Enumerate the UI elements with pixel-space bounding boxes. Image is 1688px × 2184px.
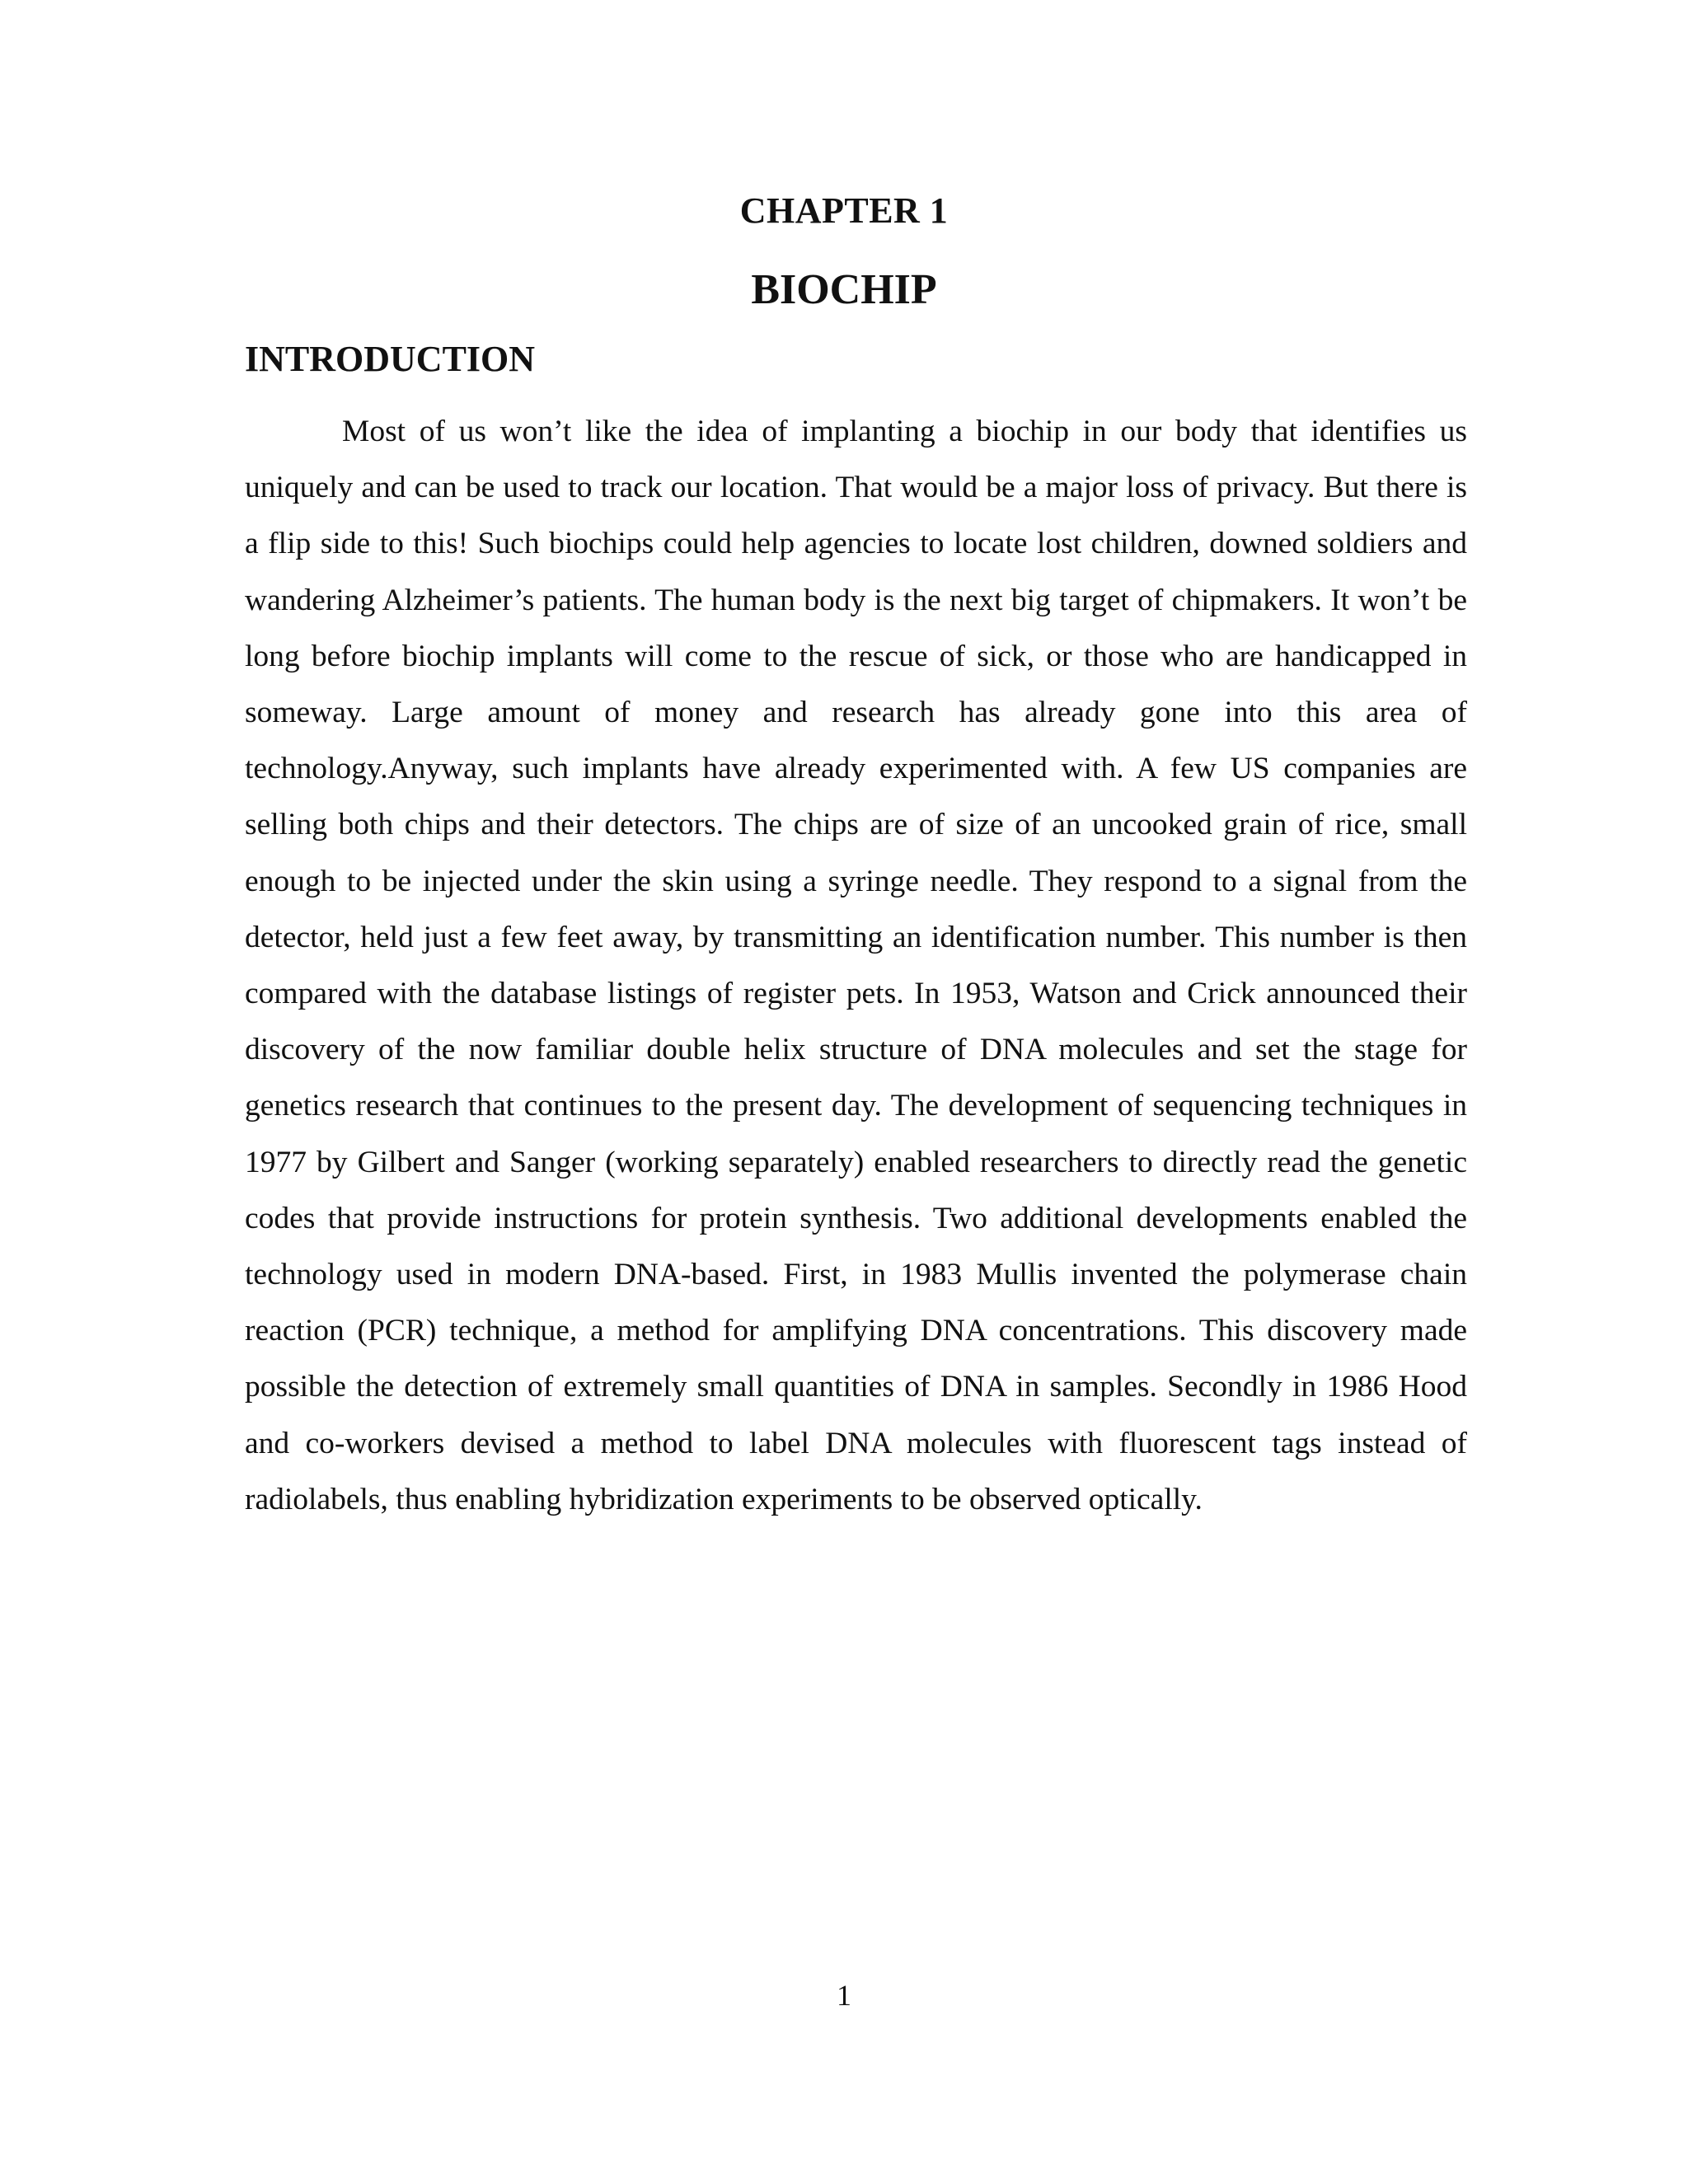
- page-number: 1: [837, 1979, 851, 2012]
- chapter-label: CHAPTER 1: [739, 190, 949, 231]
- section-heading: INTRODUCTION: [245, 339, 536, 379]
- body-paragraph: Most of us won’t like the idea of implanting a biochip in our body that identifies us uniquely and can be used to track our location. That would be a major loss of privacy. But there is a flip side to this! Such biochips could help agencies to locate lost children, downed soldiers and wandering Alzheimer’s patients. The human body is the next big target of chipmakers. It won’t be long before biochip implants will come to the rescue of sick, or those who are handicapped in someway. Large amount of money and research has already gone into this area of technology.Anyway, such implants have already experimented with. A few US companies are selling both chips and their detectors. The chips are of size of an uncooked grain of rice, small enough to be injected under the skin using a syringe needle. They respond to a signal from the detector, held just a few feet away, by transmitting an identification number. This number is then compared with the database listings of register pets. In 1953, Watson and Crick announced their discovery of the now familiar double helix structure of DNA molecules and set the stage for genetics research that continues to the present day. The development of sequencing techniques in 1977 by Gilbert and Sanger (working separately) enabled researchers to directly read the genetic codes that provide instructions for protein synthesis. Two additional developments enabled the technology used in modern DNA-based. First, in 1983 Mullis invented the polymerase chain reaction (PCR) technique, a method for amplifying DNA concentrations. This discovery made possible the detection of extremely small quantities of DNA in samples. Secondly in 1986 Hood and co-workers devised a method to label DNA molecules with fluorescent tags instead of radiolabels, thus enabling hybridization experiments to be observed optically.: [245, 415, 1467, 1516]
- chapter-title: BIOCHIP: [751, 266, 937, 313]
